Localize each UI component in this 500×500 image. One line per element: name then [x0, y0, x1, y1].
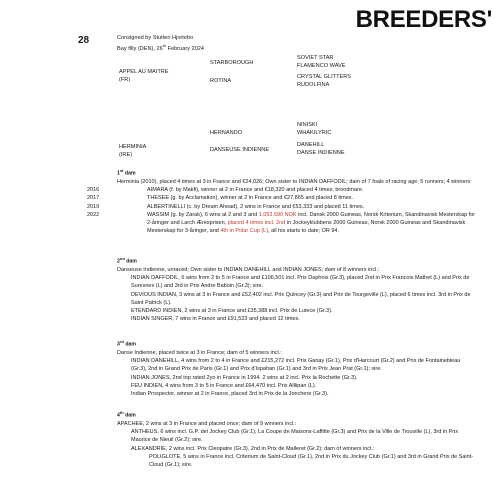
- consignor: Consigned by Stutteri Hjortebo: [117, 35, 194, 41]
- pedigree-dam-sire: HERNANDO: [210, 130, 243, 136]
- second-dam-heading: 2nd dam: [117, 256, 137, 265]
- fourth-dam-winner-1: ANTHEUS, 6 wins incl. G.P. del Jockey Club (Gr.1), La Coupe de Maisons-Laffitte (Gr.3) and Prix de la Ville de Trouville (L), 3rd in Prix Maurice de Nieuil (Gr.2); sire.: [131, 429, 459, 444]
- brand-logo: BREEDERS': [355, 6, 492, 33]
- second-dam-winner-4: INDIAN SINGER, 7 wins in France and £91,523 and placed 12 times.: [131, 316, 300, 323]
- pedigree-dd-line: DANEHILL DANSE INDIENNE: [297, 142, 345, 156]
- third-dam-winner-1: INDIAN DANEHILL, 4 wins from 2 to 4 in France and £215,272 incl. Prix Ganay (Gr.1), Prix d'Harcourt (Gr.2) and Prix de Fontainebleau (Gr.3), 2nd in Grand Prix de Paris (Gr.1) and Prix d'Ispahan (Gr.1) and 3rd in Prix Jean Prat (Gr.1); sire.: [131, 358, 461, 373]
- lot-header: [117, 34, 204, 53]
- second-dam-winner-2: DEVIOUS INDIAN, 3 wins at 3 in France and £52,402 incl. Prix Quincey (Gr.3) and Prix de Tourgeville (L), placed 6 times incl. 3rd in Prix de Saint Patrick (L).: [131, 291, 471, 306]
- produce-2016: 2016 AIMARA (f. by Makfi), winner at 2 in France and €18,320 and placed 4 times; broodmare.: [87, 187, 364, 194]
- pedigree-sire-sire: STARBOROUGH: [210, 60, 254, 66]
- fourth-dam-intro: APACHEE, 2 wins at 3 in France and placed once; dam of 9 winners incl.:: [117, 420, 297, 427]
- fourth-dam-winner-2: ALEXANDRIE, 2 wins incl. Prix Cleopatre (Gr.3), 2nd in Prix de Malleret (Gr.2); dam of winners incl.:: [131, 445, 375, 452]
- pedigree-ds-line: NINISKI WHAKILYRIC: [297, 122, 332, 136]
- third-dam-section: [117, 338, 477, 398]
- pedigree-sire-dam: ROTINA: [210, 78, 232, 84]
- pedigree-dam: HERMINIA (IRE): [119, 144, 147, 158]
- first-dam-intro: Herminia (2010), placed 4 times at 3 in France and €24,026; Own sister to INDIAN DAFFODIL; dam of 7 foals of racing age; 5 runners; 4 winners:: [117, 178, 472, 185]
- third-dam-winner-4: Indian Prospector, winner at 2 in France, placed 3rd in Prix de la Jonchere (Gr.3).: [131, 390, 329, 397]
- third-dam-heading: 3rd dam: [117, 339, 136, 348]
- fourth-dam-section: [117, 409, 477, 469]
- third-dam-winner-2: INDIAN JONES, 2nd top rated 2yo in France in 1994. 2 wins at 2 incl. Prix la Rochette (Gr.3).: [131, 374, 358, 381]
- first-dam-heading: 1st dam: [117, 168, 136, 177]
- lot-description: Bay filly (DEN), 26th February 2024: [117, 43, 204, 52]
- third-dam-intro: Danse Indienne, placed twice at 3 in France; dam of 5 winners incl.:: [117, 349, 282, 356]
- pedigree-ss-line: SOVIET STAR FLAMENCO WAVE: [297, 55, 346, 69]
- produce-2019: 2019 ALBERTINELLI (c. by Dream Ahead), 2 wins in France and €53,333 and placed 11 times.: [87, 203, 365, 210]
- fourth-dam-heading: 4th dam: [117, 410, 136, 419]
- pedigree-sd-line: CRYSTAL GLITTERS RUDOLFINA: [297, 74, 351, 88]
- produce-2017: 2017 THESEE (g. by Acclamation), winner at 2 in France and €27,865 and placed 8 times.: [87, 195, 354, 202]
- second-dam-intro: Danseuse Indienne, unraced; Own sister to INDIAN DANEHILL and INDIAN JONES; dam of 8 winners incl.:: [117, 266, 380, 273]
- lot-number: 28: [78, 35, 90, 46]
- first-dam-section: [87, 167, 477, 235]
- pedigree-sire: APPEL AU MAITRE (FR): [119, 69, 169, 83]
- second-dam-winner-3: ETENDARD INDIEN, 2 wins at 3 in France and £35,388 incl. Prix de Lutece (Gr.3).: [131, 307, 333, 314]
- fourth-dam-grand-winner-1: POLIGLOTE, 5 wins in France incl. Criterium de Saint-Cloud (Gr.1), 2nd in Prix du Jockey Club (Gr.1) and 3rd in Grand Prix de Saint-Cloud (Gr.1); sire.: [149, 453, 474, 468]
- produce-2022: 2022 WASSIM (g. by Zarak), 6 wins at 2 and 3 and 1.053.590 NOK incl. Dansk 2000 Guineas, Norsk Kriterium, Skandinavisk Mesterskap for 2-åringer and Larch Æresprisen, placed 4 times incl. 2nd in Jockeyklubbens 2000 Guineas, Norsk 2000 Guineas and Skandinavisk Mesterskap for 3-åringer, and 4th in Polar Cup (L), all his starts to date; OR 94.: [87, 211, 476, 235]
- third-dam-winner-3: FEU INDIEN, 4 wins from 3 to 5 in France and £64,470 incl. Prix Alllipan (L).: [131, 382, 317, 389]
- second-dam-winner-1: INDIAN DAFFODIL, 6 wins from 2 to 5 in France and £106,501 incl. Prix Daphnis (Gr.3), placed 2nd in Prix Francois Mathet (L) and Prix de Suresnes (L) and 3rd in Prix Andre Baboin (Gr.3); sire.: [131, 275, 470, 290]
- second-dam-section: [117, 255, 477, 323]
- pedigree-dam-dam: DANSEUSE INDIENNE: [210, 147, 270, 153]
